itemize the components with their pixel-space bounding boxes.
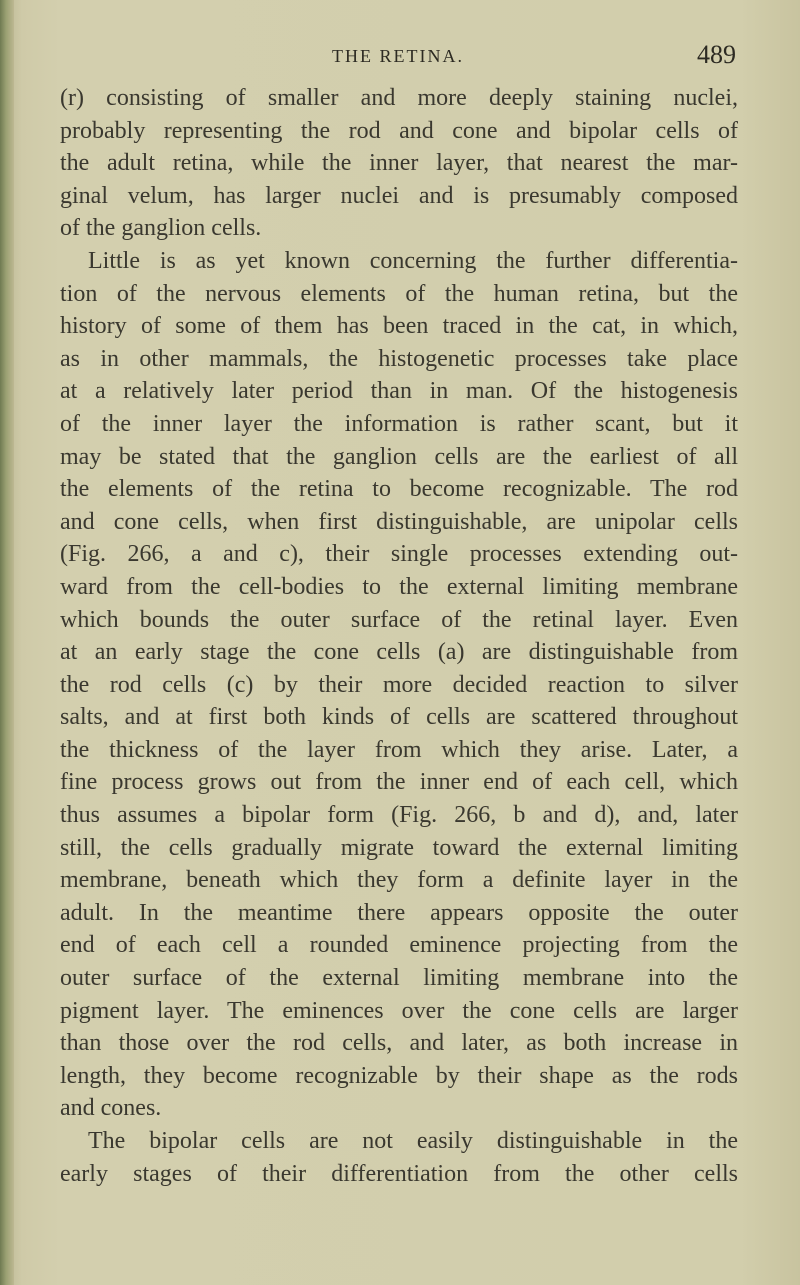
text-line: which bounds the outer surface of the retinal layer. Even [60,606,738,633]
text-line: ward from the cell-bodies to the external limiting membrane [60,573,738,600]
text-line: (r) consisting of smaller and more deeply staining nuclei, [60,85,738,111]
text-line: end of each cell a rounded eminence projecting from the [60,932,738,959]
text-line: history of some of them has been traced in the cat, in which, [60,313,738,340]
text-line: and cones. [60,1095,162,1122]
text-line: of the ganglion cells. [60,215,262,242]
text-line: the elements of the retina to become recognizable. The rod [60,476,738,503]
text-line: thus assumes a bipolar form (Fig. 266, b and d), and, later [60,802,738,829]
text-line: at a relatively later period than in man. Of the histogenesis [60,378,738,405]
text-line: and cone cells, when first distinguishable, are unipolar cells [60,508,738,535]
text-line: fine process grows out from the inner end of each cell, which [60,769,738,796]
text-line: the thickness of the layer from which they arise. Later, a [60,736,738,763]
running-title: THE RETINA. [332,46,464,66]
text-line: pigment layer. The eminences over the cone cells are larger [60,997,738,1024]
text-line: tion of the nervous elements of the human retina, but the [60,280,738,307]
text-line: salts, and at first both kinds of cells are scattered throughout [60,704,738,731]
text-line: The bipolar cells are not easily distinguishable in the [88,1128,738,1154]
text-line: early stages of their differentiation from the other cells [60,1160,738,1187]
body-text [60,82,738,1190]
page-gutter [0,0,14,1285]
running-head [58,32,738,72]
text-line: still, the cells gradually migrate toward the external limiting [60,834,738,861]
text-line: length, they become recognizable by their shape as the rods [60,1062,738,1089]
text-line: may be stated that the ganglion cells are the earliest of all [60,443,738,470]
text-line: membrane, beneath which they form a definite layer in the [60,867,738,894]
text-line: than those over the rod cells, and later, as both increase in [60,1030,738,1057]
text-line: outer surface of the external limiting membrane into the [60,965,738,992]
text-line: the rod cells (c) by their more decided reaction to silver [60,671,738,698]
text-line: as in other mammals, the histogenetic processes take place [60,345,738,372]
text-line: adult. In the meantime there appears opposite the outer [60,899,738,926]
text-line: ginal velum, has larger nuclei and is presumably composed [60,182,738,209]
text-line: (Fig. 266, a and c), their single processes extending out- [60,541,738,568]
text-line: Little is as yet known concerning the further differentia- [88,247,738,274]
text-line: of the inner layer the information is rather scant, but it [60,410,738,437]
text-line: the adult retina, while the inner layer, that nearest the mar- [60,150,738,177]
page-number: 489 [697,40,736,69]
text-line: at an early stage the cone cells (a) are distinguishable from [60,639,738,666]
text-line: probably representing the rod and cone and bipolar cells of [60,117,738,144]
